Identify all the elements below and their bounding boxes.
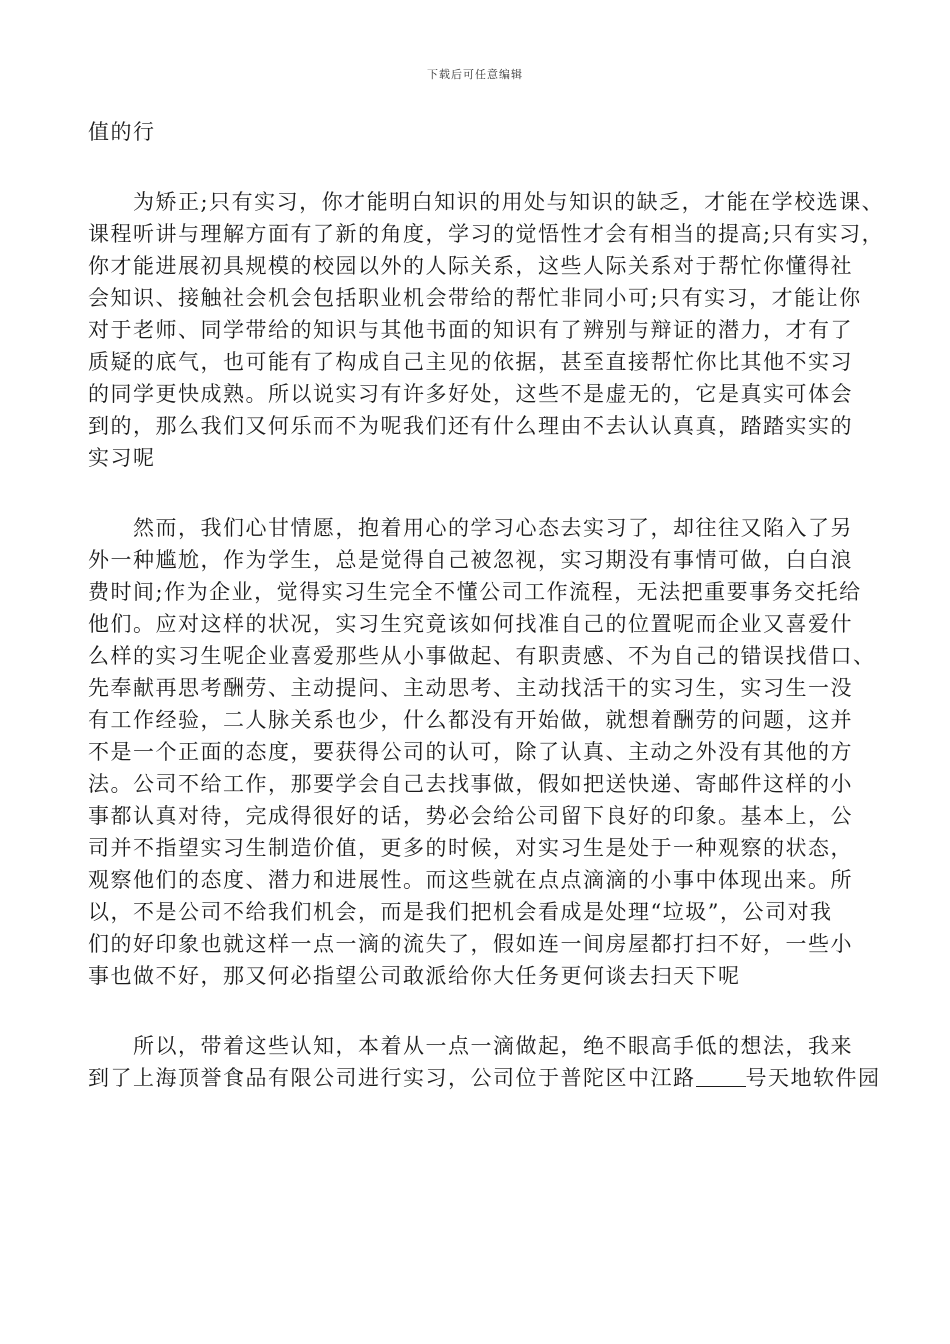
text-line: 么样的实习生呢企业喜爱那些从小事做起、有职责感、不为自己的错误找借口、	[88, 644, 876, 668]
text-line: 你才能进展初具规模的校园以外的人际关系，这些人际关系对于帮忙你懂得社	[88, 254, 853, 278]
text-line: 外一种尴尬，作为学生，总是觉得自己被忽视，实习期没有事情可做，白白浪	[88, 548, 853, 572]
text-line	[88, 1062, 881, 1094]
text-line: 课程听讲与理解方面有了新的角度，学习的觉悟性才会有相当的提高;只有实习，	[88, 222, 885, 246]
text-segment: 到了上海顶誉食品有限公司进行实习，公司位于普陀区中江路	[88, 1066, 696, 1090]
text-line: 以，不是公司不给我们机会，而是我们把机会看成是处理“垃圾”，公司对我	[88, 900, 833, 924]
text-line: 实习呢	[88, 446, 156, 470]
text-line: 有工作经验，二人脉关系也少，什么都没有开始做，就想着酬劳的问题，这并	[88, 708, 853, 732]
text-line: 为矫正;只有实习，你才能明白知识的用处与知识的缺乏，才能在学校选课、	[88, 190, 885, 214]
text-line: 对于老师、同学带给的知识与其他书面的知识有了辨别与辩证的潜力，才有了	[88, 318, 853, 342]
text-line: 先奉献再思考酬劳、主动提问、主动思考、主动找活干的实习生，实习生一没	[88, 676, 853, 700]
text-line: 事也做不好，那又何必指望公司敢派给你大任务更何谈去扫天下呢	[88, 964, 741, 988]
text-line: 事都认真对待，完成得很好的话，势必会给公司留下良好的印象。基本上，公	[88, 804, 853, 828]
text-line: 然而，我们心甘情愿，抱着用心的学习心态去实习了，却往往又陷入了另	[88, 516, 853, 540]
text-segment: 号天地软件园	[745, 1066, 881, 1090]
text-line: 会知识、接触社会机会包括职业机会带给的帮忙非同小可;只有实习，才能让你	[88, 286, 862, 310]
text-line: 们的好印象也就这样一点一滴的流失了，假如连一间房屋都打扫不好，一些小	[88, 932, 853, 956]
text-line: 费时间;作为企业，觉得实习生完全不懂公司工作流程，无法把重要事务交托给	[88, 580, 862, 604]
text-line: 的同学更快成熟。所以说实习有许多好处，这些不是虚无的，它是真实可体会	[88, 382, 853, 406]
document-body	[88, 116, 885, 1094]
paragraph-1	[88, 116, 864, 148]
text-line: 质疑的底气，也可能有了构成自己主见的依据，甚至直接帮忙你比其他不实习	[88, 350, 853, 374]
paragraph-4	[88, 1030, 881, 1094]
text-line: 他们。应对这样的状况，实习生究竟该如何找准自己的位置呢而企业又喜爱什	[88, 612, 853, 636]
text-line: 值的行	[88, 120, 156, 144]
text-line: 不是一个正面的态度，要获得公司的认可，除了认真、主动之外没有其他的方	[88, 740, 853, 764]
text-line: 法。公司不给工作，那要学会自己去找事做，假如把送快递、寄邮件这样的小	[88, 772, 853, 796]
page-header-note: 下载后可任意编辑	[427, 68, 523, 81]
fill-in-blank	[696, 1066, 746, 1087]
paragraph-3	[88, 512, 876, 992]
text-line: 司并不指望实习生制造价值，更多的时候，对实习生是处于一种观察的状态，	[88, 836, 853, 860]
paragraph-2	[88, 186, 885, 474]
text-line: 所以，带着这些认知，本着从一点一滴做起，绝不眼高手低的想法，我来	[88, 1034, 853, 1058]
text-line: 到的，那么我们又何乐而不为呢我们还有什么理由不去认认真真，踏踏实实的	[88, 414, 853, 438]
text-line: 观察他们的态度、潜力和进展性。而这些就在点点滴滴的小事中体现出来。所	[88, 868, 853, 892]
